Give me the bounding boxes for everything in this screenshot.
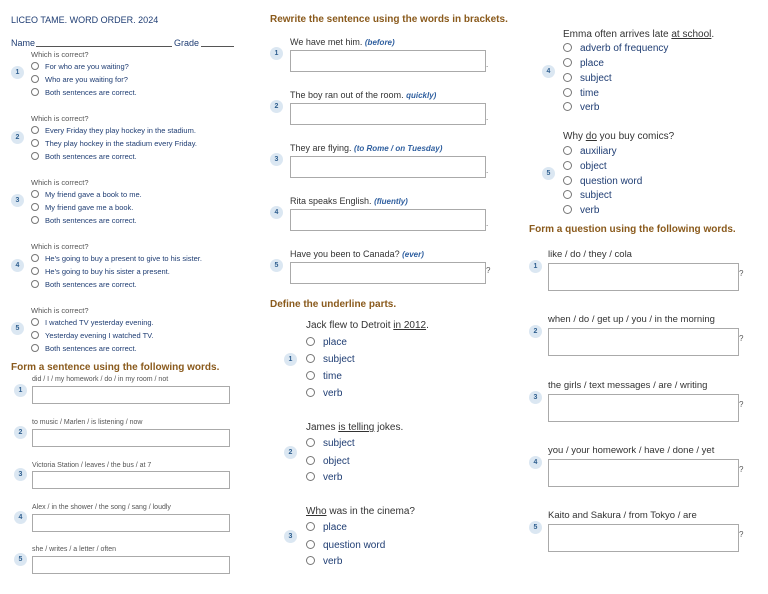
sentence-pre: Why	[563, 131, 586, 142]
answer-field[interactable]	[32, 429, 230, 447]
rewrite-hint: (before)	[364, 38, 395, 47]
end-punctuation: .	[486, 60, 489, 69]
question-number: 1	[284, 353, 297, 366]
answer-field[interactable]	[548, 459, 739, 487]
end-punctuation: ?	[739, 269, 744, 278]
answer-field[interactable]	[32, 471, 230, 489]
word-prompt: she / writes / a letter / often	[32, 546, 117, 553]
radio-option[interactable]: place	[563, 58, 604, 69]
underlined-part: do	[585, 131, 597, 142]
define-sentence	[306, 320, 429, 331]
sentence-post: .	[711, 29, 715, 40]
word-prompt: like / do / they / cola	[548, 249, 632, 260]
question-number: 2	[529, 325, 542, 338]
rewrite-prompt	[290, 249, 424, 259]
end-punctuation: ?	[486, 266, 491, 275]
question-number: 4	[542, 65, 555, 78]
underlined-part: is telling	[338, 422, 375, 433]
word-prompt: did / I / my homework / do / in my room / not	[32, 376, 169, 383]
end-punctuation: ?	[739, 530, 744, 539]
question-number: 3	[529, 391, 542, 404]
rewrite-sentence: Have you been to Canada?	[290, 249, 400, 259]
answer-field[interactable]	[290, 103, 489, 125]
radio-option[interactable]: verb	[563, 102, 599, 113]
radio-option[interactable]: I watched TV yesterday evening.	[31, 318, 154, 327]
answer-field[interactable]	[32, 514, 230, 532]
radio-option[interactable]: object	[306, 456, 350, 467]
form-sentence-heading: Form a sentence using the following words.	[11, 362, 220, 373]
answer-field[interactable]	[548, 263, 739, 291]
rewrite-hint: (ever)	[402, 250, 424, 259]
define-heading: Define the underline parts.	[270, 299, 397, 310]
question-number: 4	[270, 206, 283, 219]
question-number: 5	[529, 521, 542, 534]
underlined-part: Who	[306, 506, 327, 517]
question-number: 4	[11, 259, 24, 272]
question-number: 2	[14, 426, 27, 439]
rewrite-prompt	[290, 143, 442, 153]
sentence-pre: James	[306, 422, 339, 433]
sentence-post: jokes.	[374, 422, 404, 433]
radio-option[interactable]: subject	[306, 438, 355, 449]
answer-field[interactable]	[548, 328, 739, 356]
radio-option[interactable]: Both sentences are correct.	[31, 88, 137, 97]
end-punctuation: ?	[739, 400, 744, 409]
question-number: 1	[14, 384, 27, 397]
radio-option[interactable]: verb	[306, 388, 342, 399]
word-prompt: you / your homework / have / done / yet	[548, 445, 715, 456]
question-number: 4	[529, 456, 542, 469]
end-punctuation: ?	[739, 465, 744, 474]
question-number: 1	[529, 260, 542, 273]
radio-option[interactable]: time	[563, 88, 599, 99]
sentence-pre: Emma often arrives late	[563, 29, 672, 40]
radio-option[interactable]: He's going to buy a present to give to his sister.	[31, 254, 202, 263]
question-text: Which is correct?	[31, 242, 89, 251]
radio-option[interactable]: object	[563, 161, 607, 172]
question-number: 5	[11, 322, 24, 335]
answer-field[interactable]	[548, 394, 739, 422]
radio-option[interactable]: verb	[306, 472, 342, 483]
radio-option[interactable]: question word	[563, 176, 642, 187]
question-number: 5	[270, 259, 283, 272]
form-question-heading: Form a question using the following words.	[529, 224, 736, 235]
grade-label: Grade	[174, 38, 200, 48]
radio-option[interactable]: subject	[563, 73, 612, 84]
rewrite-sentence: Rita speaks English.	[290, 196, 372, 206]
radio-option[interactable]: For who are you waiting?	[31, 62, 129, 71]
radio-option[interactable]: Both sentences are correct.	[31, 216, 137, 225]
radio-option[interactable]: adverb of frequency	[563, 43, 668, 54]
rewrite-hint: quickly)	[406, 91, 437, 100]
rewrite-sentence: The boy ran out of the room.	[290, 90, 404, 100]
define-sentence	[563, 131, 674, 142]
radio-option[interactable]: Yesterday evening I watched TV.	[31, 331, 154, 340]
answer-field[interactable]	[290, 156, 489, 178]
name-label: Name	[11, 38, 36, 48]
underlined-part: in 2012	[393, 320, 427, 331]
radio-option[interactable]: Both sentences are correct.	[31, 344, 137, 353]
radio-option[interactable]: They play hockey in the stadium every Friday.	[31, 139, 197, 148]
answer-field[interactable]	[548, 524, 739, 552]
question-number: 3	[11, 194, 24, 207]
word-prompt: Kaito and Sakura / from Tokyo / are	[548, 510, 697, 521]
answer-field[interactable]	[290, 209, 489, 231]
question-number: 4	[14, 511, 27, 524]
rewrite-heading: Rewrite the sentence using the words in brackets.	[270, 14, 508, 25]
question-number: 3	[14, 468, 27, 481]
end-punctuation: .	[486, 219, 489, 228]
answer-field[interactable]	[290, 262, 486, 284]
word-prompt: to music / Marlen / is listening / now	[32, 419, 143, 426]
sentence-pre: Jack flew to Detroit	[306, 320, 394, 331]
underlined-part: at school	[671, 29, 712, 40]
radio-option[interactable]: Who are you waiting for?	[31, 75, 128, 84]
sentence-post: .	[426, 320, 429, 331]
radio-option[interactable]: question word	[306, 540, 385, 551]
question-text: Which is correct?	[31, 306, 89, 315]
answer-field[interactable]	[32, 556, 230, 574]
question-number: 2	[284, 446, 297, 459]
radio-option[interactable]: Both sentences are correct.	[31, 280, 137, 289]
grade-line[interactable]	[201, 46, 234, 47]
question-text: Which is correct?	[31, 114, 89, 123]
word-prompt: the girls / text messages / are / writing	[548, 380, 708, 391]
radio-option[interactable]: He's going to buy his sister a present.	[31, 267, 170, 276]
question-number: 3	[270, 153, 283, 166]
question-number: 3	[284, 530, 297, 543]
answer-field[interactable]	[32, 386, 230, 404]
answer-field[interactable]	[290, 50, 489, 72]
rewrite-sentence: We have met him.	[290, 37, 363, 47]
rewrite-sentence: They are flying.	[290, 143, 352, 153]
radio-option[interactable]: place	[306, 337, 347, 348]
sentence-post: was in the cinema?	[326, 506, 415, 517]
question-text: Which is correct?	[31, 50, 89, 59]
question-number: 1	[11, 66, 24, 79]
end-punctuation: ?	[739, 334, 744, 343]
radio-option[interactable]: My friend gave a book to me.	[31, 190, 142, 199]
rewrite-prompt	[290, 37, 395, 47]
define-sentence	[563, 29, 714, 40]
define-sentence	[306, 422, 403, 433]
radio-option[interactable]: verb	[563, 205, 599, 216]
word-prompt: when / do / get up / you / in the morning	[548, 314, 715, 325]
define-sentence	[306, 506, 415, 517]
end-punctuation: .	[486, 166, 489, 175]
radio-option[interactable]: Every Friday they play hockey in the stadium.	[31, 126, 196, 135]
radio-option[interactable]: subject	[306, 354, 355, 365]
question-number: 1	[270, 47, 283, 60]
name-line[interactable]	[36, 46, 172, 47]
radio-option[interactable]: auxiliary	[563, 146, 617, 157]
rewrite-prompt	[290, 90, 436, 100]
radio-option[interactable]: time	[306, 371, 342, 382]
question-text: Which is correct?	[31, 178, 89, 187]
worksheet-title: LICEO TAME. WORD ORDER. 2024	[11, 15, 159, 25]
question-number: 2	[11, 131, 24, 144]
rewrite-hint: (fluently)	[374, 197, 408, 206]
question-number: 2	[270, 100, 283, 113]
rewrite-prompt	[290, 196, 408, 206]
radio-option[interactable]: Both sentences are correct.	[31, 152, 137, 161]
word-prompt: Alex / in the shower / the song / sang / loudly	[32, 504, 171, 511]
radio-option[interactable]: place	[306, 522, 347, 533]
radio-option[interactable]: verb	[306, 556, 342, 567]
word-prompt: Victoria Station / leaves / the bus / at 7	[32, 462, 152, 469]
question-number: 5	[542, 167, 555, 180]
end-punctuation: .	[486, 113, 489, 122]
sentence-post: you buy comics?	[596, 131, 675, 142]
rewrite-hint: (to Rome / on Tuesday)	[354, 144, 443, 153]
radio-option[interactable]: My friend gave me a book.	[31, 203, 133, 212]
radio-option[interactable]: subject	[563, 190, 612, 201]
question-number: 5	[14, 553, 27, 566]
